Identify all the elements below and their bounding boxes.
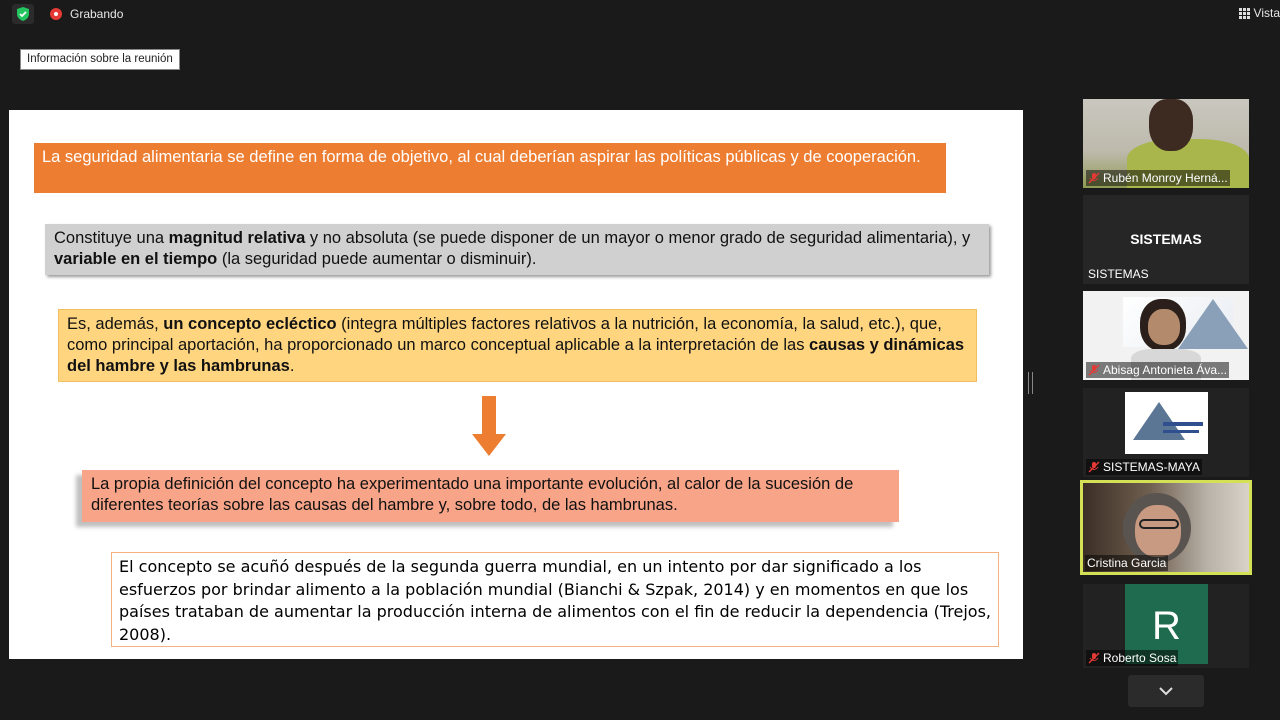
participant-name [1086, 170, 1230, 186]
profile-logo [1125, 392, 1208, 454]
recording-icon[interactable] [50, 8, 62, 20]
participant-tile[interactable] [1083, 195, 1249, 284]
participant-name [1086, 266, 1151, 282]
bold-text: magnitud relativa [168, 229, 306, 247]
participant-name-label: Rubén Monroy Herná... [1103, 171, 1228, 185]
avatar-initial: R [1152, 604, 1181, 648]
mic-muted-icon [1088, 364, 1100, 376]
slide-box-origin: El concepto se acuñó después de la segunda guerra mundial, en un intento por dar significado a los esfuerzos por brindar alimento a la población mundial (Bianchi & Szpak, 2014) y en momentos en que los países trataban de aumentar la producción interna de alimentos con el fin de reducir la dependencia (Trejos, 2008). [111, 552, 999, 647]
participant-name [1086, 362, 1229, 378]
text: . [289, 357, 295, 375]
video-figure [1135, 505, 1181, 557]
participant-tile[interactable] [1083, 291, 1249, 380]
slide-box-evolution: La propia definición del concepto ha experimentado una importante evolución, al calor de la sucesión de diferentes teorías sobre las causas del hambre y, sobre todo, de las hambrunas. [82, 470, 899, 522]
mic-muted-icon [1088, 172, 1100, 184]
video-background [1178, 299, 1248, 349]
text: Constituye una [54, 229, 169, 247]
slide-box-magnitude [45, 224, 989, 275]
slide-box-definition: La seguridad alimentaria se define en forma de objetivo, al cual deberían aspirar las políticas públicas y de cooperación. [34, 143, 946, 193]
meeting-topbar [0, 0, 1280, 28]
recording-label[interactable]: Grabando [70, 7, 124, 21]
text: y no absoluta (se puede disponer de un mayor o menor grado de seguridad alimentaria), y [305, 229, 971, 247]
text: (integra múltiples factores relativos a la nutrición, la economía, la salud, etc.), que, como principal aportación, ha proporcionado un marco conceptual aplicable a la interpretación de las [67, 315, 942, 354]
down-arrow-icon [472, 396, 506, 456]
gallery-grid-icon [1239, 8, 1250, 19]
participant-tile[interactable] [1083, 388, 1249, 477]
participant-tile-active-speaker[interactable] [1080, 480, 1252, 575]
pyramid-logo-icon [1133, 402, 1185, 440]
participant-name [1086, 650, 1178, 666]
bold-text: un concepto ecléctico [163, 315, 337, 333]
participant-name-label: Abisag Antonieta Áva... [1103, 363, 1228, 377]
bold-text: variable en el tiempo [54, 250, 218, 268]
scroll-down-button[interactable] [1128, 675, 1204, 707]
participant-name [1085, 555, 1168, 571]
view-label: Vista [1253, 6, 1280, 20]
video-figure [1139, 519, 1179, 529]
shared-screen-slide [9, 110, 1023, 659]
meeting-info-tooltip: Información sobre la reunión [20, 49, 180, 70]
participant-tile[interactable] [1083, 584, 1249, 668]
view-button[interactable] [1239, 6, 1280, 20]
participant-name-label: SISTEMAS-MAYA [1103, 460, 1200, 474]
mic-muted-icon [1088, 461, 1100, 473]
participant-display-name: SISTEMAS [1130, 231, 1202, 247]
panel-resize-handle[interactable] [1028, 372, 1033, 394]
participant-name-label: Cristina Garcia [1087, 556, 1167, 570]
video-figure [1148, 309, 1180, 345]
bold-text: causas y dinámicas del hambre y las hambrunas [67, 336, 965, 375]
security-shield-icon[interactable] [12, 4, 34, 24]
logo-stripe [1163, 422, 1203, 426]
slide-box-eclectic [58, 309, 977, 382]
chevron-down-icon [1158, 685, 1174, 697]
participant-name [1086, 459, 1202, 475]
mic-muted-icon [1088, 652, 1100, 664]
text: Es, además, [67, 315, 164, 333]
participant-name-label: SISTEMAS [1088, 267, 1149, 281]
video-figure [1149, 99, 1193, 151]
participant-name-label: Roberto Sosa [1103, 651, 1177, 665]
participant-tile[interactable] [1083, 99, 1249, 188]
text: (la seguridad puede aumentar o disminuir). [217, 250, 537, 268]
logo-stripe [1163, 430, 1199, 433]
